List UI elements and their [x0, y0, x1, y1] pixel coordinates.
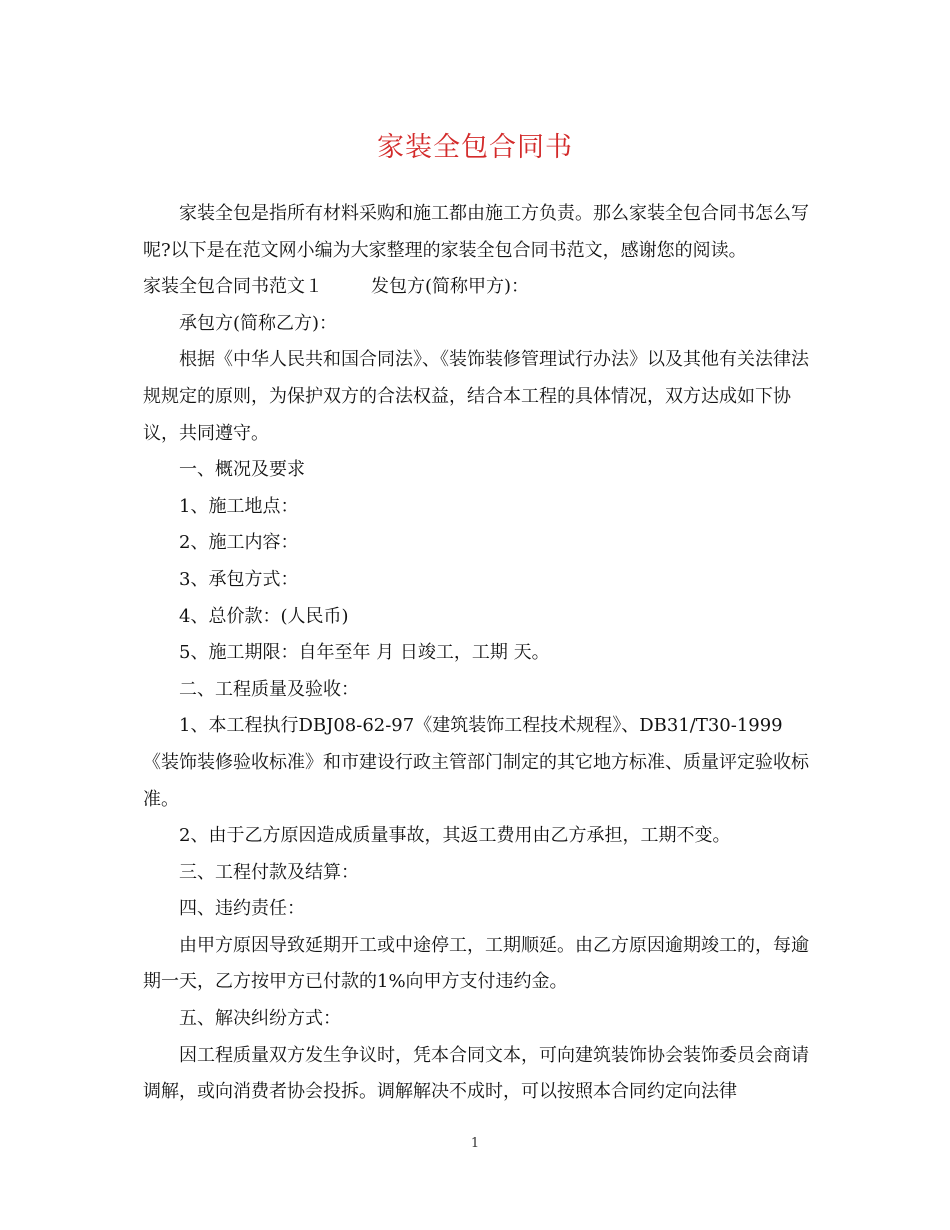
liability-paragraph: 由甲方原因导致延期开工或中途停工，工期顺延。由乙方原因逾期竣工的，每逾期一天，乙方按甲方已付款的1%向甲方支付违约金。 — [143, 934, 809, 993]
sample-heading-line — [143, 269, 815, 306]
sample-heading: 家装全包合同书范文１ — [143, 276, 323, 298]
clause-item: 2、施工内容： — [179, 532, 299, 554]
section-heading-liability: 四、违约责任： — [179, 898, 305, 920]
section-heading-disputes: 五、解决纠纷方式： — [179, 1008, 341, 1030]
legal-basis-paragraph: 根据《中华人民共和国合同法》、《装饰装修管理试行办法》以及其他有关法律法规规定的原则，为保护双方的合法权益，结合本工程的具体情况，双方达成如下协议，共同遵守。 — [143, 349, 809, 444]
section-heading-overview: 一、概况及要求 — [179, 459, 305, 481]
intro-paragraph: 家装全包是指所有材料采购和施工都由施工方负责。那么家装全包合同书怎么写呢?以下是在范文网小编为大家整理的家装全包合同书范文，感谢您的阅读。 — [143, 203, 809, 261]
clause-item: 1、施工地点： — [179, 495, 299, 517]
party-a-label: 发包方(简称甲方)： — [371, 276, 530, 298]
disputes-paragraph: 因工程质量双方发生争议时，凭本合同文本，可向建筑装饰协会装饰委员会商请调解，或向消费者协会投拆。调解解决不成时，可以按照本合同约定向法律 — [143, 1044, 809, 1103]
document-body — [143, 196, 815, 1111]
party-b-label: 承包方(简称乙方)： — [179, 312, 338, 334]
clause-item: 5、施工期限：自年至年 月 日竣工，工期 天。 — [179, 642, 550, 664]
clause-item: 4、总价款：(人民币) — [179, 605, 349, 627]
section-heading-quality: 二、工程质量及验收： — [179, 678, 359, 700]
clause-item: 1、本工程执行DBJ08-62-97《建筑装饰工程技术规程》、DB31/T30-1999《装饰装修验收标准》和市建设行政主管部门制定的其它地方标准、质量评定验收标准。 — [143, 715, 809, 810]
section-heading-payment: 三、工程付款及结算： — [179, 861, 359, 883]
document-title: 家装全包合同书 — [377, 132, 573, 163]
page-number: 1 — [470, 1136, 480, 1151]
clause-item: 3、承包方式： — [179, 568, 299, 590]
clause-item: 2、由于乙方原因造成质量事故，其返工费用由乙方承担，工期不变。 — [179, 825, 731, 847]
